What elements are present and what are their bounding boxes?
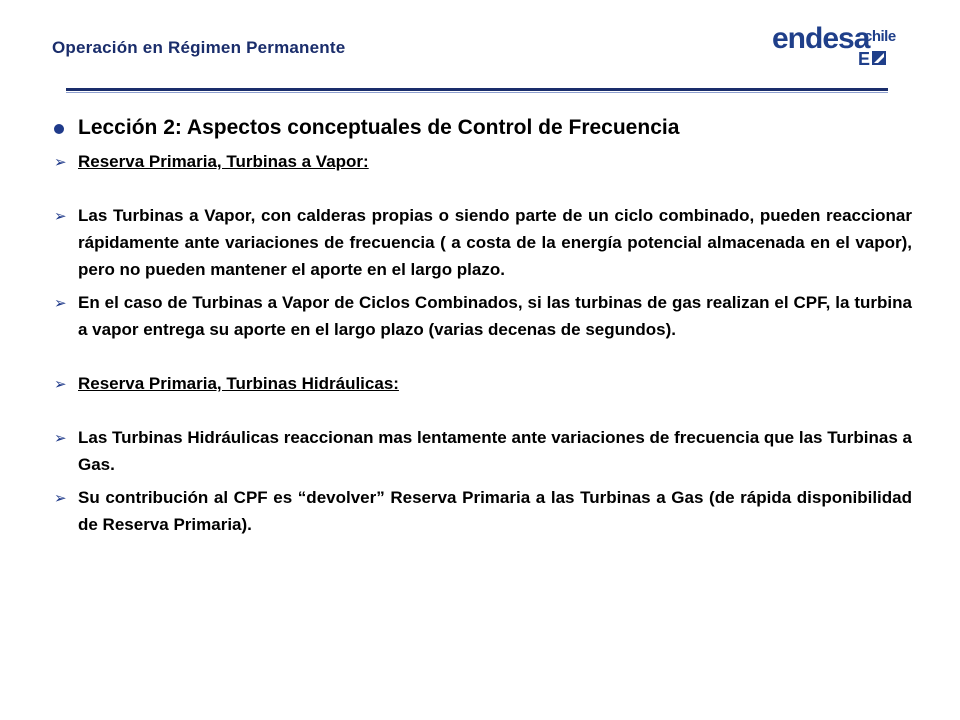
header-divider-thin (66, 92, 888, 93)
endesa-chile-logo (772, 18, 894, 70)
hydro-heading-text: Reserva Primaria, Turbinas Hidráulicas: (78, 374, 399, 393)
bullet-dot-icon (54, 124, 64, 134)
logo-country: chile (864, 28, 896, 45)
hydro-section-heading (52, 370, 912, 397)
logo-wordmark: endesa (772, 22, 870, 55)
arrow-bullet-icon: ➢ (54, 154, 67, 171)
arrow-bullet-icon: ➢ (54, 208, 67, 225)
lesson-title (52, 116, 912, 140)
arrow-bullet-icon: ➢ (54, 490, 67, 507)
hydro-paragraph-2-text: Su contribución al CPF es “devolver” Reserva Primaria a las Turbinas a Gas (de rápida disponibilidad de Reserva Primaria). (78, 488, 912, 534)
steam-heading-text: Reserva Primaria, Turbinas a Vapor: (78, 152, 369, 171)
header-divider (66, 88, 888, 91)
hydro-paragraph-1 (52, 424, 912, 478)
hydro-paragraph-2 (52, 484, 912, 538)
steam-section-heading (52, 148, 912, 175)
steam-paragraph-2-text: En el caso de Turbinas a Vapor de Ciclos Combinados, si las turbinas de gas realizan el CPF, la turbina a vapor entrega su aporte en el largo plazo (varias decenas de segundos). (78, 293, 912, 339)
page-header-title: Operación en Régimen Permanente (52, 38, 346, 57)
arrow-bullet-icon: ➢ (54, 295, 67, 312)
steam-paragraph-1 (52, 202, 912, 283)
svg-text:E: E (858, 49, 871, 67)
arrow-bullet-icon: ➢ (54, 376, 67, 393)
steam-paragraph-2 (52, 289, 912, 343)
endesa-mark-icon (858, 49, 890, 67)
hydro-paragraph-1-text: Las Turbinas Hidráulicas reaccionan mas lentamente ante variaciones de frecuencia que las Turbinas a Gas. (78, 428, 912, 474)
lesson-title-text: Lección 2: Aspectos conceptuales de Control de Frecuencia (78, 116, 680, 139)
slide-content (52, 116, 912, 538)
steam-paragraph-1-text: Las Turbinas a Vapor, con calderas propias o siendo parte de un ciclo combinado, pueden reaccionar rápidamente ante variaciones de frecuencia ( a costa de la energía potencial almacenada en el vapor), pero no pueden mantener el aporte en el largo plazo. (78, 206, 912, 279)
arrow-bullet-icon: ➢ (54, 430, 67, 447)
